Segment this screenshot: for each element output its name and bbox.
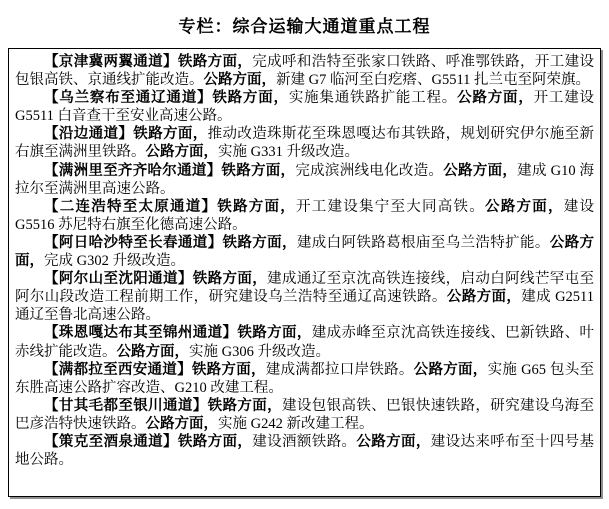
rail-text: 建设包银高铁、巴银快速铁路，研究建设乌海至巴彦浩特快速铁路。 (15, 397, 594, 432)
road-text: 实施 G306 升级改造。 (189, 343, 330, 360)
rail-label: 铁路方面， (207, 397, 282, 414)
corridor-paragraph (15, 162, 594, 198)
column-title: 专栏：综合运输大通道重点工程 (178, 17, 431, 36)
rail-text: 建成赤峰至京沈高铁连接线、巴新铁路、叶赤线扩能改造。 (15, 325, 594, 360)
corridor-paragraph (15, 361, 594, 397)
road-text: 实施 G242 新改建工程。 (218, 415, 374, 432)
rail-label: 铁路方面， (191, 361, 266, 378)
rail-text: 开工建设集宁至大同高铁。 (296, 198, 485, 215)
corridor-paragraph (15, 89, 594, 125)
road-text: 新建 G7 临河至白疙瘩、G5511 扎兰屯至阿荣旗。 (276, 72, 591, 89)
corridor-paragraph (15, 198, 594, 234)
road-label: 公路方面， (145, 415, 218, 432)
rail-text: 建成满都拉口岸铁路。 (265, 361, 414, 378)
corridor-name: 【阿尔山至沈阳通道】 (44, 271, 193, 288)
rail-label: 铁路方面， (237, 325, 312, 342)
rail-text: 建设酒额铁路。 (252, 433, 357, 450)
road-label: 公路方面， (446, 289, 522, 306)
road-text: 建成 G2511 通辽至鲁北高速公路。 (15, 289, 595, 324)
rail-text: 推动改造珠斯花至珠恩嘎达布其铁路，规划研究伊尔施至新右旗至满洲里铁路。 (15, 126, 594, 161)
road-label: 公路方面， (15, 234, 594, 270)
road-text: 实施 G65 包头至东胜高速公路扩容改造、G210 改建工程。 (15, 361, 595, 396)
road-label: 公路方面， (145, 144, 218, 161)
road-text: 完成 G302 升级改造。 (44, 253, 185, 270)
road-label: 公路方面， (413, 361, 488, 378)
rail-text: 建成通辽至京沈高铁连接线，启动白阿线芒罕屯至阿尔山段改造工程前期工作，研究建设乌兰浩特至通辽高速铁路。 (15, 271, 594, 306)
road-text: 实施 G331 升级改造。 (218, 144, 359, 161)
road-text: 建成 G10 海拉尔至满洲里高速公路。 (15, 162, 595, 197)
rail-label: 铁路方面， (177, 433, 253, 450)
corridor-name: 【满洲里至齐齐哈尔通道】 (44, 162, 222, 179)
rail-text: 完成滨洲线电化改造。 (295, 162, 444, 179)
corridor-name: 【策克至酒泉通道】 (44, 433, 178, 450)
rail-label: 铁路方面， (133, 126, 208, 143)
rail-text: 建成白阿铁路葛根庙至乌兰浩特扩能。 (296, 234, 550, 251)
content-box (8, 48, 601, 497)
corridor-name: 【沿边通道】 (44, 126, 134, 143)
rail-label: 铁路方面， (177, 54, 253, 70)
corridor-name: 【阿日哈沙特至长春通道】 (44, 234, 223, 251)
corridor-paragraph (15, 397, 594, 433)
road-label: 公路方面， (443, 162, 518, 179)
corridor-name: 【乌兰察布至通辽通道】 (44, 90, 213, 107)
rail-label: 铁路方面， (217, 198, 296, 215)
rail-label: 铁路方面， (222, 234, 297, 251)
rail-label: 铁路方面， (192, 271, 268, 288)
corridor-name: 【珠恩嘎达布其至锦州通道】 (44, 325, 238, 342)
rail-text: 实施集通铁路扩能工程。 (288, 90, 458, 107)
road-text: 开工建设 G5511 白音查干至安业高速公路。 (15, 90, 595, 125)
corridor-paragraph (15, 324, 594, 360)
rail-label: 铁路方面， (212, 90, 289, 107)
road-text: 建设 G5516 苏尼特右旗至化德高速公路。 (15, 198, 594, 233)
rail-text: 完成呼和浩特至张家口铁路、呼准鄂铁路，开工建设包银高铁、京通线扩能改造。 (15, 54, 594, 89)
road-label: 公路方面， (356, 433, 431, 450)
road-text: 建设达来呼布至十四号基地公路。 (15, 433, 594, 469)
road-label: 公路方面， (485, 198, 564, 215)
corridor-paragraph (15, 125, 594, 161)
corridor-paragraph (15, 53, 594, 89)
road-label: 公路方面， (457, 90, 534, 107)
corridor-name: 【二连浩特至太原通道】 (44, 198, 218, 215)
rail-label: 铁路方面， (221, 162, 296, 179)
road-label: 公路方面， (116, 343, 189, 360)
corridor-paragraph (15, 270, 594, 324)
corridor-name: 【满都拉至西安通道】 (44, 361, 192, 378)
corridor-name: 【甘其毛都至银川通道】 (44, 397, 208, 414)
road-label: 公路方面， (203, 72, 276, 89)
corridor-name: 【京津冀两翼通道】 (44, 54, 178, 70)
corridor-paragraph (15, 234, 594, 270)
corridor-paragraph (15, 433, 594, 469)
